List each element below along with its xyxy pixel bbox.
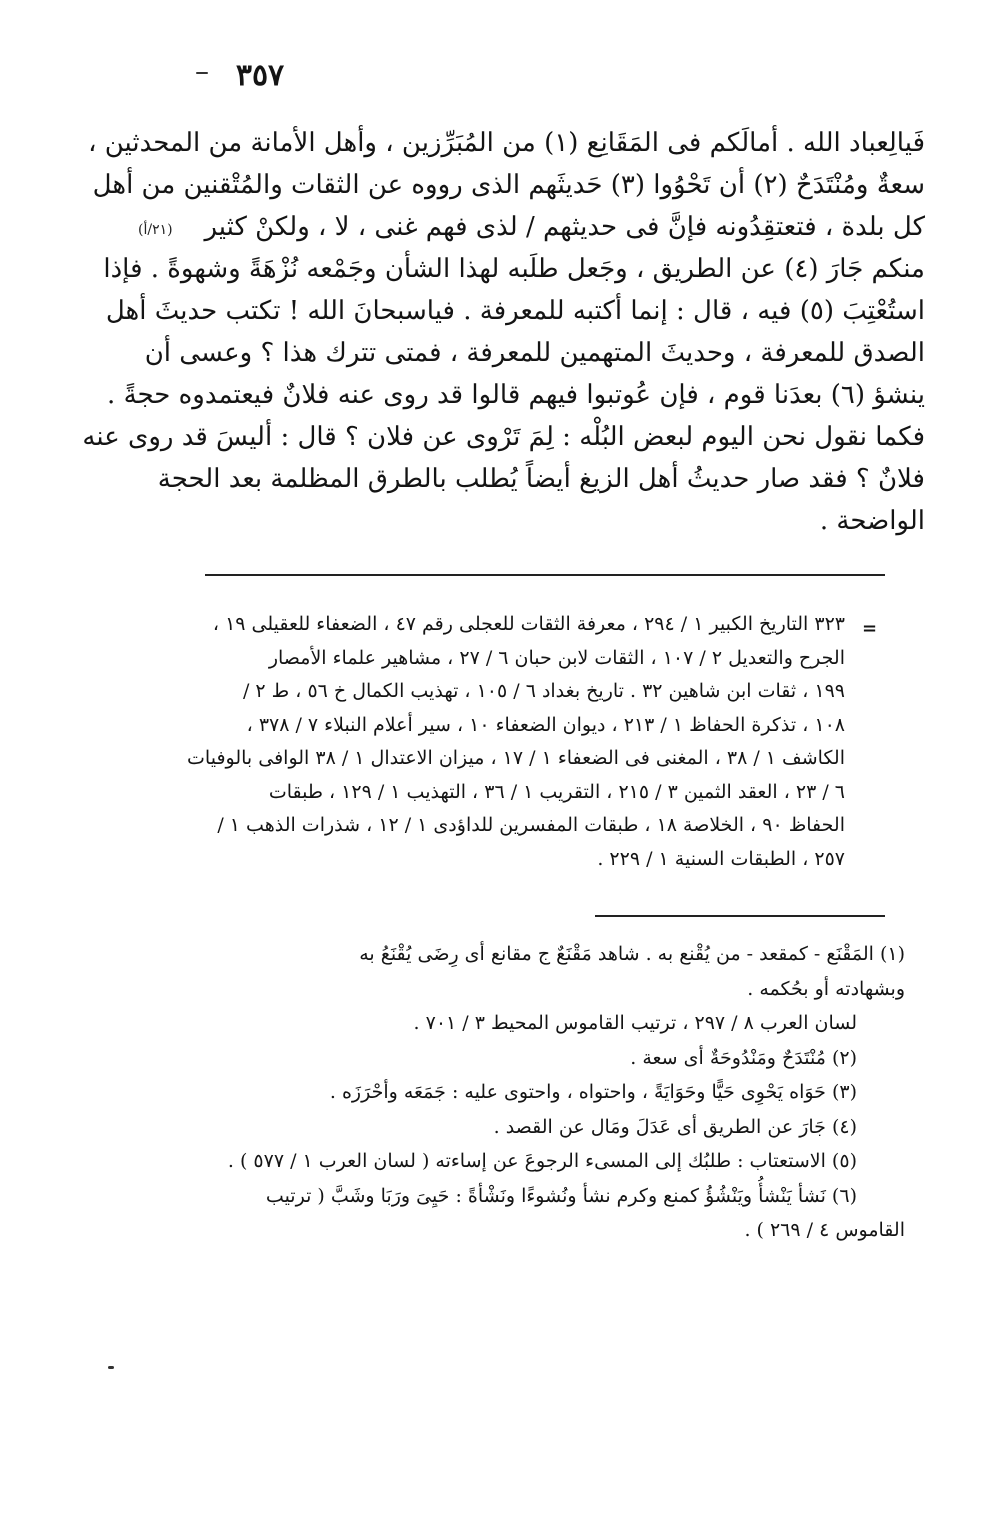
footnote-line: (٣) حَوَاه يَحْوِى حَيًّا وحَوَايَةً ، واحتواه ، واحتوى عليه : جَمَعَه وأحْرَزَه . [329,1081,857,1103]
footnote-separator-short [595,915,885,917]
footnote-line: (١) المَقْنَع - كمقعد - من يُقْنع به . شاهد مَقْنَعٌ ج مقانع أى رِضَى يُقْنَعُ به [359,943,905,965]
main-text-line: فكما نقول نحن اليوم لبعض البُلْه : لِمَ تَرْوى عن فلان ؟ قال : أليسَ قد روى عنه [82,422,925,452]
main-text-line: سعةٌ ومُنْتَدَحٌ (٢) أن تَحْوُوا (٣) حَديثَهم الذى رووه عن الثقات والمُتْقنين من أهل [92,170,925,200]
main-text-line: منكم جَارَ (٤) عن الطريق ، وجَعل طلَبه لهذا الشأن وجَمْعه نُزْهَةً وشهوةً . فإذا [103,254,925,284]
reference-line: الحفاظ ٩٠ ، الخلاصة ١٨ ، طبقات المفسرين للداؤدى ١ / ١٢ ، شذرات الذهب ١ / [217,814,845,836]
main-text-line: الصدق للمعرفة ، وحديثَ المتهمين للمعرفة ، فمتى تترك هذا ؟ وعسى أن [144,338,925,368]
main-text-line: استُعْتِبَ (٥) فيه ، قال : إنما أكتبه للمعرفة . فياسبحانَ الله ! تكتب حديثَ أهل [105,296,925,326]
main-text-line: ينشؤ (٦) بعدَنا قوم ، فإن عُوتبوا فيهم قالوا قد روى عنه فلانٌ فيعتمدوه حجةً . [107,380,925,410]
reference-line: ٢٥٧ ، الطبقات السنية ١ / ٢٢٩ . [597,847,845,870]
main-text-line: فلانٌ ؟ فقد صار حديثُ أهل الزيغ أيضاً يُطلب بالطرق المظلمة بعد الحجة [157,464,925,494]
footnote-line: (٤) جَارَ عن الطريق أى عَدَلَ ومَال عن القصد . [493,1115,857,1138]
reference-line: الجرح والتعديل ٢ / ١٠٧ ، الثقات لابن حبان ٦ / ٢٧ ، مشاهير علماء الأمصار [268,646,845,669]
continuation-marker: = [862,618,878,639]
footnote-line: (٦) نَشأ يَنْشأُ ويَنْشُؤُ كمنع وكرم نشأ ونُشوءًا ونَشْأةً : حَيِىَ ورَبَا وشَبَّ ( ترتيب [265,1184,857,1207]
scan-speck [108,1366,114,1369]
page-number: ٣٥٧ [235,58,285,93]
footnote-line: (٥) الاستعتاب : طلبُك إلى المسىء الرجوعَ عن إساءته ( لسان العرب ١ / ٥٧٧ ) . [227,1150,857,1172]
reference-line: الكاشف ١ / ٣٨ ، المغنى فى الضعفاء ١ / ١٧ ، ميزان الاعتدال ١ / ٣٨ الوافى بالوفيات [187,747,845,769]
scan-speck [196,72,208,74]
main-text-line: فَيالِعباد الله . أمالَكم فى المَقَانِع (١) من المُبَرِّزين ، وأهل الأمانة من المحدثين ، [88,128,925,158]
main-text-line: الواضحة . [819,506,925,536]
reference-line: ١٠٨ ، تذكرة الحفاظ ١ / ٢١٣ ، ديوان الضعفاء ١٠ ، سير أعلام النبلاء ٧ / ٣٧٨ ، [246,713,845,736]
footnote-line: القاموس ٤ / ٢٦٩ ) . [744,1219,905,1241]
footnote-line: (٢) مُنْتَدَحٌ ومَنْدُوحَةٌ أى سعة . [630,1046,857,1069]
biography-references [165,608,845,876]
reference-line: ٦ / ٢٣ ، العقد الثمين ٣ / ٢١٥ ، التقريب ١ / ٣٦ ، التهذيب ١ / ١٢٩ ، طبقات [268,780,845,803]
footnotes-block [165,937,905,1248]
footnote-separator-long [205,574,885,576]
margin-folio-note: (٢١/أ) [138,222,173,238]
reference-line: ١٩٩ ، ثقات ابن شاهين ٣٢ . تاريخ بغداد ٦ / ١٠٥ ، تهذيب الكمال خ ٥٦ ، ط ٢ / [242,680,845,702]
footnote-line: وبشهادته أو بحُكمه . [747,977,905,1000]
main-text-line: كل بلدة ، فتعتقِدُونه فإنَّ فى حديثهم / لذى فهم غنى ، لا ، ولكنْ كثير [204,212,925,242]
reference-line: ٣٢٣ التاريخ الكبير ١ / ٢٩٤ ، معرفة الثقات للعجلى رقم ٤٧ ، الضعفاء للعقيلى ١٩ ، [212,613,845,635]
footnote-line: لسان العرب ٨ / ٢٩٧ ، ترتيب القاموس المحيط ٣ / ٧٠١ . [413,1012,857,1034]
